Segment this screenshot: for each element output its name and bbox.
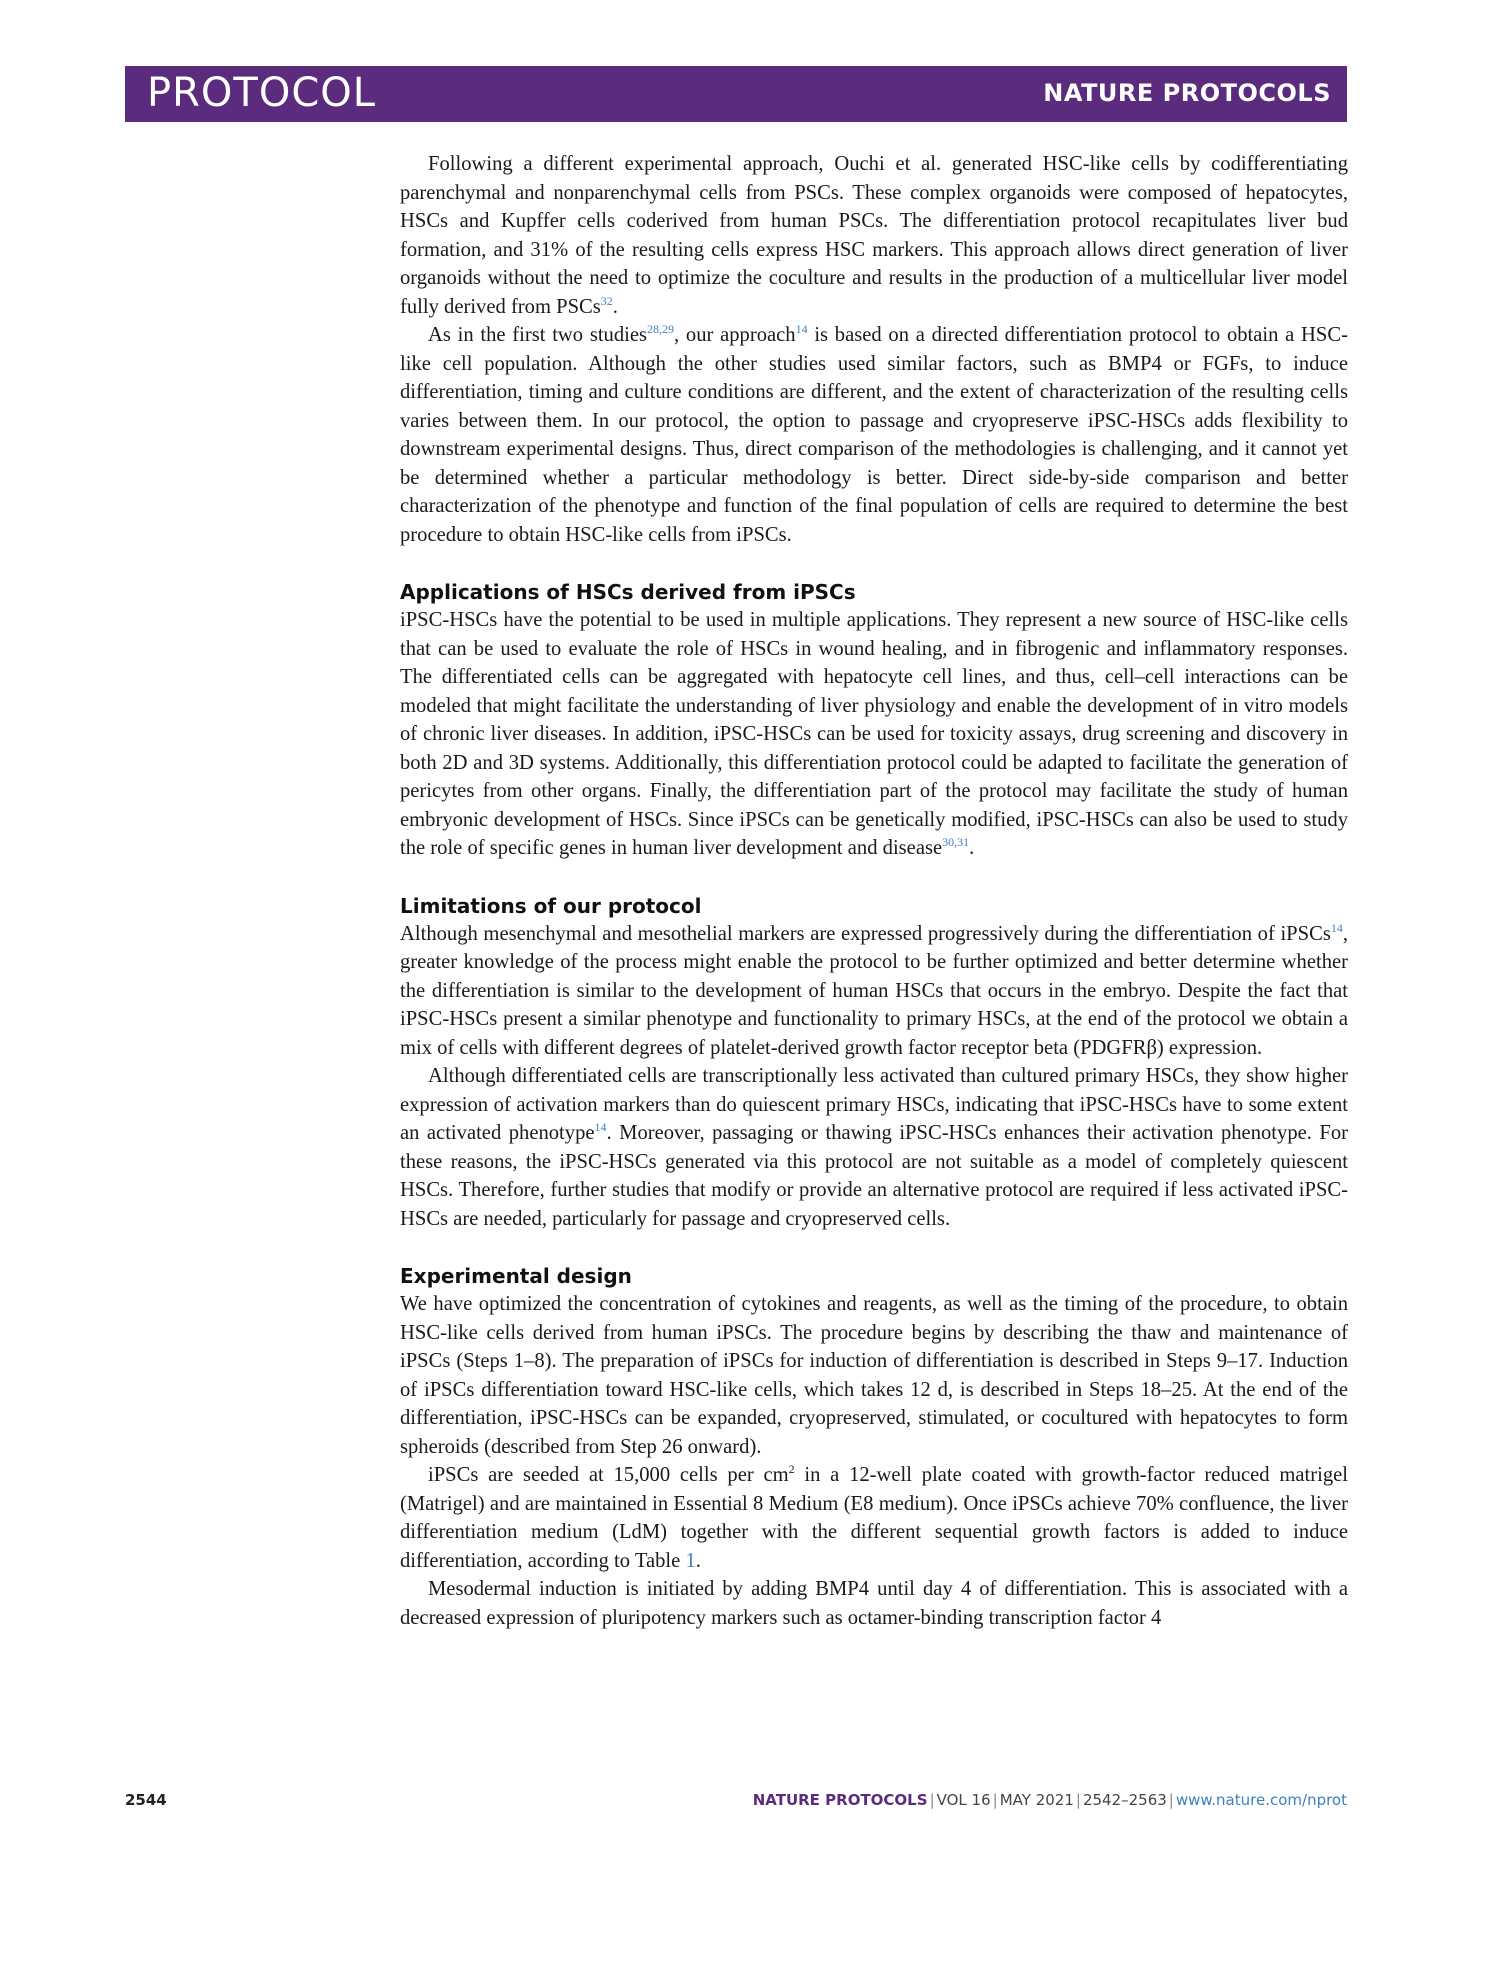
reference-link[interactable]: 30,31	[942, 835, 970, 850]
reference-link[interactable]: 14	[594, 1120, 607, 1135]
journal-url[interactable]: www.nature.com/nprot	[1175, 1791, 1347, 1809]
text: .	[612, 295, 618, 318]
section-label: PROTOCOL	[147, 70, 377, 116]
reference-link[interactable]: 32	[600, 293, 613, 308]
issue-date: MAY 2021	[999, 1791, 1074, 1809]
heading-experimental-design: Experimental design	[400, 1264, 632, 1288]
paragraph-design-1	[400, 1290, 1348, 1461]
reference-link[interactable]: 14	[795, 322, 808, 337]
page-number: 2544	[125, 1791, 167, 1809]
text: . Moreover, passaging or thawing iPSC-HSCs enhances their activation phenotype. For these reasons, the iPSC-HSCs generated via this protocol are not suitable as a model of completely quiescent HSCs. Therefore, further studies that modify or provide an alternative protocol are required if less activated iPSC-HSCs are needed, particularly for passage and cryopreserved cells.	[400, 1122, 1348, 1230]
article-body	[400, 150, 1348, 1632]
journal-name: NATURE PROTOCOLS	[752, 1791, 928, 1809]
reference-link[interactable]: 28,29	[647, 322, 675, 337]
paragraph-ouchi	[400, 150, 1348, 321]
heading-applications: Applications of HSCs derived from iPSCs	[400, 580, 856, 604]
text: , greater knowledge of the process might enable the protocol to be further optimized and better determine whether the differentiation is similar to the development of human HSCs that occurs in the embryo. Despite the fact that iPSC-HSCs present a similar phenotype and functionality to primary HSCs, at the end of the protocol we obtain a mix of cells with different degrees of platelet-derived growth factor receptor beta (PDGFRβ) expression.	[400, 922, 1348, 1059]
paragraph-design-2	[400, 1461, 1348, 1575]
page-range: 2542–2563	[1082, 1791, 1167, 1809]
text: iPSC-HSCs have the potential to be used in multiple applications. They represent a new source of HSC-like cells that can be used to evaluate the role of HSCs in wound healing, and in fibrogenic and inflammatory responses. The differentiated cells can be aggregated with hepatocyte cell lines, and thus, cell–cell interactions can be modeled that might facilitate the understanding of liver physiology and enable the development of in vitro models of chronic liver diseases. In addition, iPSC-HSCs can be used for toxicity assays, drug screening and discovery in both 2D and 3D systems. Additionally, this differentiation protocol could be adapted to facilitate the generation of pericytes from other organs. Finally, the differentiation part of the protocol may facilitate the study of human embryonic development of HSCs. Since iPSCs can be genetically modified, iPSC-HSCs can also be used to study the role of specific genes in human liver development and disease	[400, 609, 1348, 859]
text: Although mesenchymal and mesothelial markers are expressed progressively during the differentiation of iPSCs	[400, 922, 1331, 945]
journal-info: NATURE PROTOCOLS | VOL 16 | MAY 2021 | 2542–2563 | www.nature.com/nprot	[752, 1791, 1347, 1809]
text: Mesodermal induction is initiated by adding BMP4 until day 4 of differentiation. This is associated with a decreased expression of pluripotency markers such as octamer-binding transcription factor 4	[400, 1578, 1348, 1629]
paragraph-limitations-2	[400, 1062, 1348, 1233]
heading-limitations: Limitations of our protocol	[400, 893, 702, 918]
journal-label: NATURE PROTOCOLS	[1043, 79, 1331, 107]
text: Although differentiated cells are transcriptionally less activated than cultured primary HSCs, they show higher expression of activation markers than do quiescent primary HSCs, indicating that iPSC-HSCs have to some extent an activated phenotype	[400, 1065, 1348, 1144]
paragraph-design-3	[400, 1575, 1348, 1632]
page-footer	[125, 1791, 1347, 1815]
reference-link[interactable]: 14	[1330, 920, 1343, 935]
paragraph-our-approach	[400, 321, 1348, 549]
text: iPSCs are seeded at 15,000 cells per cm	[428, 1464, 789, 1486]
text: is based on a directed differentiation protocol to obtain a HSC-like cell population. Although the other studies used similar factors, such as BMP4 or FGFs, to induce differentiation, timing and culture conditions are different, and the extent of characterization of the resulting cells varies between them. In our protocol, the option to passage and cryopreserve iPSC-HSCs adds flexibility to downstream experimental designs. Thus, direct comparison of the methodologies is challenging, and it cannot yet be determined whether a particular methodology is better. Direct side-by-side comparison and better characterization of the phenotype and function of the final population of cells are required to determine the best procedure to obtain HSC-like cells from iPSCs.	[400, 324, 1348, 546]
table-link[interactable]: 1	[685, 1549, 696, 1572]
text: .	[695, 1549, 701, 1572]
text: As in the first two studies	[428, 324, 648, 346]
volume: VOL 16	[936, 1791, 991, 1809]
text: We have optimized the concentration of cytokines and reagents, as well as the timing of the procedure, to obtain HSC-like cells derived from human iPSCs. The procedure begins by describing the thaw and maintenance of iPSCs (Steps 1–8). The preparation of iPSCs for induction of differentiation is described in Steps 9–17. Induction of iPSCs differentiation toward HSC-like cells, which takes 12 d, is described in Steps 18–25. At the end of the differentiation, iPSC-HSCs can be expanded, cryopreserved, stimulated, or cocultured with hepatocytes to form spheroids (described from Step 26 onward).	[400, 1293, 1348, 1458]
text: in a 12-well plate coated with growth-factor reduced matrigel (Matrigel) and are maintained in Essential 8 Medium (E8 medium). Once iPSCs achieve 70% confluence, the liver differentiation medium (LdM) together with the different sequential growth factors is added to induce differentiation, according to Table	[400, 1464, 1348, 1572]
paragraph-applications	[400, 606, 1348, 863]
text: .	[969, 837, 975, 859]
superscript: 2	[788, 1462, 795, 1477]
text: , our approach	[674, 324, 796, 346]
header-bar	[125, 66, 1347, 122]
paragraph-limitations-1	[400, 920, 1348, 1063]
text: Following a different experimental approach, Ouchi et al. generated HSC-like cells by codifferentiating parenchymal and nonparenchymal cells from PSCs. These complex organoids were composed of hepatocytes, HSCs and Kupffer cells coderived from human PSCs. The differentiation protocol recapitulates liver bud formation, and 31% of the resulting cells express HSC markers. This approach allows direct generation of liver organoids without the need to optimize the coculture and results in the production of a multicellular liver model fully derived from PSCs	[400, 153, 1348, 318]
